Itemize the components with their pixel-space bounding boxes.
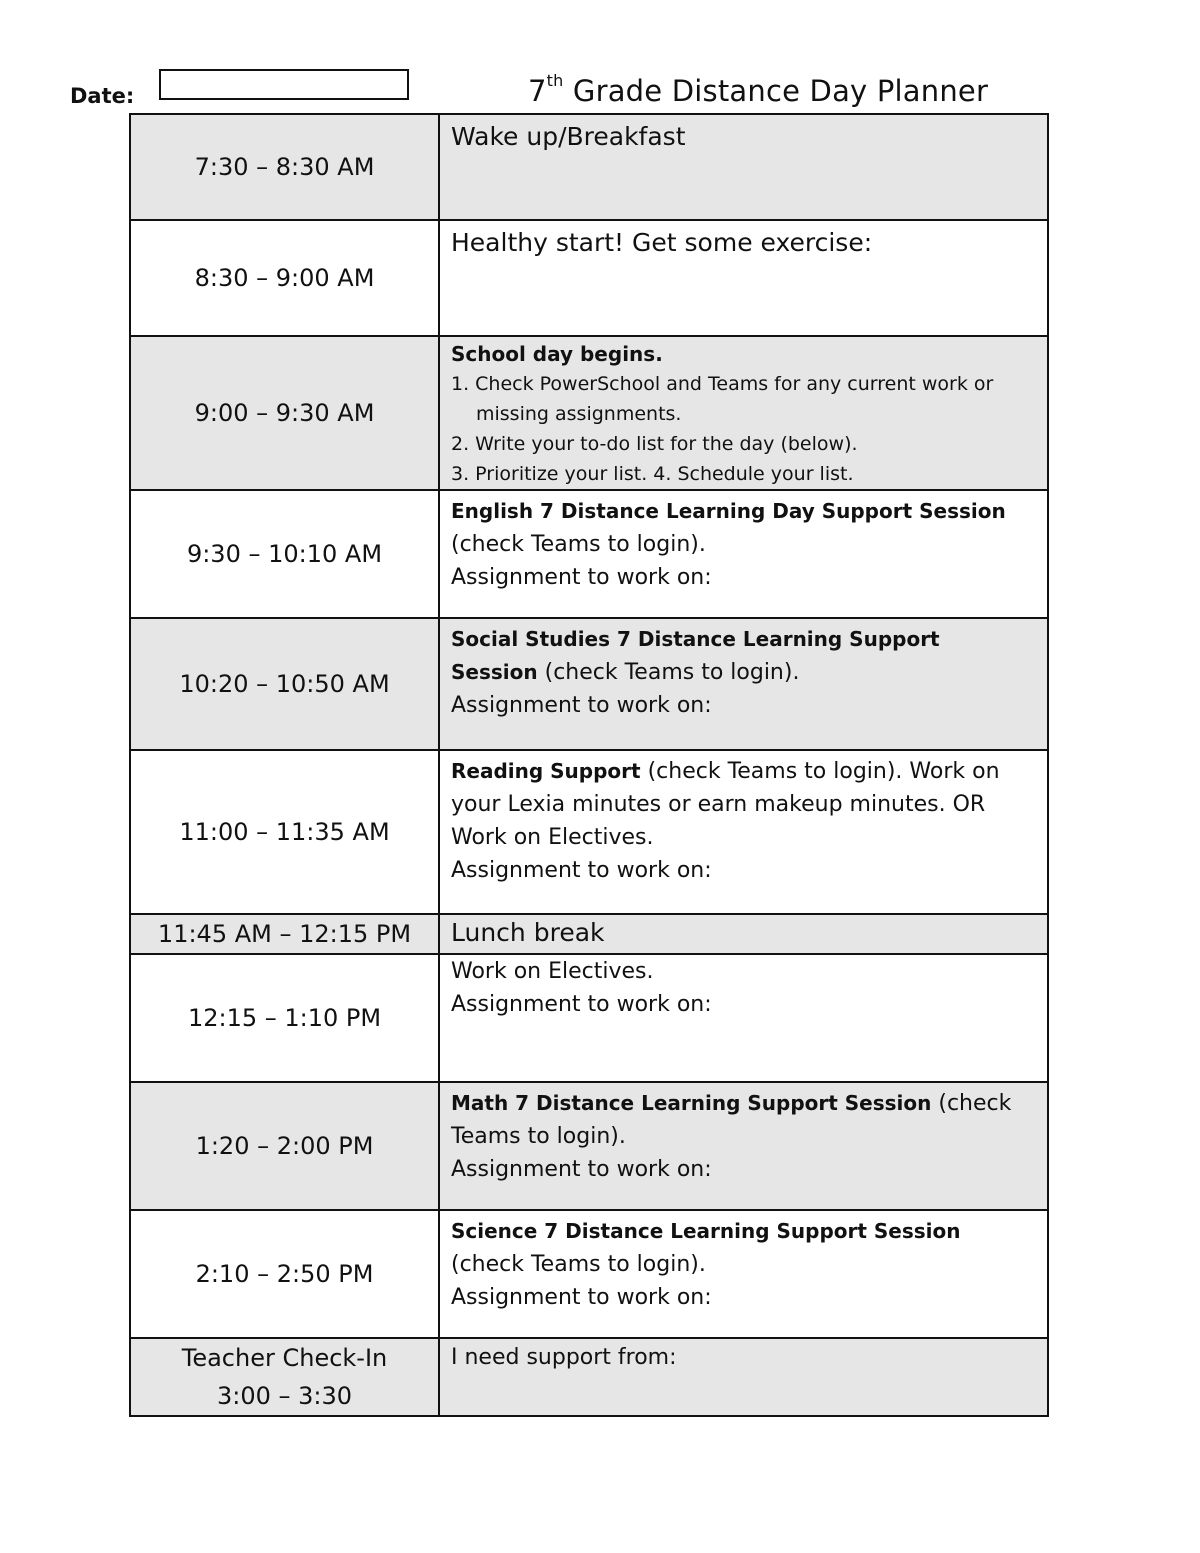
steps-list: [451, 369, 1037, 489]
schedule-table: [129, 113, 1049, 1417]
list-item: 3. Prioritize your list. 4. Schedule your list.: [451, 463, 854, 485]
login-note: (check Teams to login). Work on: [640, 759, 1000, 784]
table-row: [130, 1082, 1048, 1210]
session-title: Math 7 Distance Learning Support Session: [451, 1091, 932, 1115]
activity-text: I need support from:: [451, 1345, 677, 1370]
activity-cell: [439, 914, 1048, 954]
table-row: [130, 954, 1048, 1082]
time-cell: 2:10 – 2:50 PM: [130, 1210, 439, 1338]
title-superscript: th: [546, 71, 564, 91]
activity-text: [451, 656, 1037, 689]
table-row: [130, 914, 1048, 954]
activity-cell: [439, 114, 1048, 220]
time-cell: 9:30 – 10:10 AM: [130, 490, 439, 618]
activity-text: Wake up/Breakfast: [451, 122, 686, 151]
table-row: [130, 1210, 1048, 1338]
activity-cell: [439, 220, 1048, 336]
time-cell: 7:30 – 8:30 AM: [130, 114, 439, 220]
checkin-time: 3:00 – 3:30: [216, 1382, 353, 1410]
activity-text: Healthy start! Get some exercise:: [451, 228, 873, 257]
table-row: [130, 220, 1048, 336]
title-text: Grade Distance Day Planner: [563, 74, 989, 108]
assignment-prompt: Assignment to work on:: [451, 1285, 712, 1310]
activity-cell: [439, 1338, 1048, 1416]
time-cell: [130, 1338, 439, 1416]
table-row: [130, 618, 1048, 750]
list-item: 2. Write your to-do list for the day (below).: [451, 433, 858, 455]
session-title-cont: Session: [451, 660, 538, 684]
activity-cell: [439, 490, 1048, 618]
time-cell: 12:15 – 1:10 PM: [130, 954, 439, 1082]
time-cell: 10:20 – 10:50 AM: [130, 618, 439, 750]
time-cell: 8:30 – 9:00 AM: [130, 220, 439, 336]
activity-cell: [439, 1082, 1048, 1210]
time-cell: 11:45 AM – 12:15 PM: [130, 914, 439, 954]
session-title: English 7 Distance Learning Day Support Session: [451, 499, 1006, 523]
activity-text: Teams to login).: [451, 1124, 626, 1149]
activity-cell: [439, 336, 1048, 490]
list-item: 1. Check PowerSchool and Teams for any current work or missing assignments.: [451, 373, 994, 425]
session-title: Reading Support: [451, 759, 641, 783]
activity-text: [451, 1087, 1037, 1120]
page-title: [528, 71, 989, 108]
login-note: (check: [931, 1091, 1012, 1116]
time-cell: 1:20 – 2:00 PM: [130, 1082, 439, 1210]
checkin-label: Teacher Check-In: [181, 1344, 388, 1372]
table-row: [130, 114, 1048, 220]
activity-cell: [439, 618, 1048, 750]
date-label: Date:: [70, 84, 135, 108]
assignment-prompt: Assignment to work on:: [451, 992, 712, 1017]
activity-text: [451, 755, 1037, 788]
activity-text: (check Teams to login).: [451, 532, 706, 557]
assignment-prompt: Assignment to work on:: [451, 693, 712, 718]
activity-text: (check Teams to login).: [451, 1252, 706, 1277]
table-row: [130, 336, 1048, 490]
assignment-prompt: Assignment to work on:: [451, 565, 712, 590]
time-cell: 11:00 – 11:35 AM: [130, 750, 439, 914]
time-cell: 9:00 – 9:30 AM: [130, 336, 439, 490]
activity-text: Work on Electives.: [451, 959, 654, 984]
assignment-prompt: Assignment to work on:: [451, 858, 712, 883]
activity-text: Lunch break: [451, 918, 605, 947]
activity-heading: School day begins.: [451, 342, 663, 366]
table-row: [130, 490, 1048, 618]
table-row: [130, 1338, 1048, 1416]
activity-text: your Lexia minutes or earn makeup minutes. OR: [451, 792, 986, 817]
session-title: Science 7 Distance Learning Support Session: [451, 1219, 961, 1243]
activity-text: Work on Electives.: [451, 825, 654, 850]
title-grade-number: 7: [528, 74, 547, 108]
session-title: Social Studies 7 Distance Learning Support: [451, 627, 940, 651]
activity-cell: [439, 1210, 1048, 1338]
assignment-prompt: Assignment to work on:: [451, 1157, 712, 1182]
table-row: [130, 750, 1048, 914]
date-input[interactable]: [159, 69, 409, 100]
activity-cell: [439, 954, 1048, 1082]
activity-cell: [439, 750, 1048, 914]
login-note: (check Teams to login).: [537, 660, 800, 685]
